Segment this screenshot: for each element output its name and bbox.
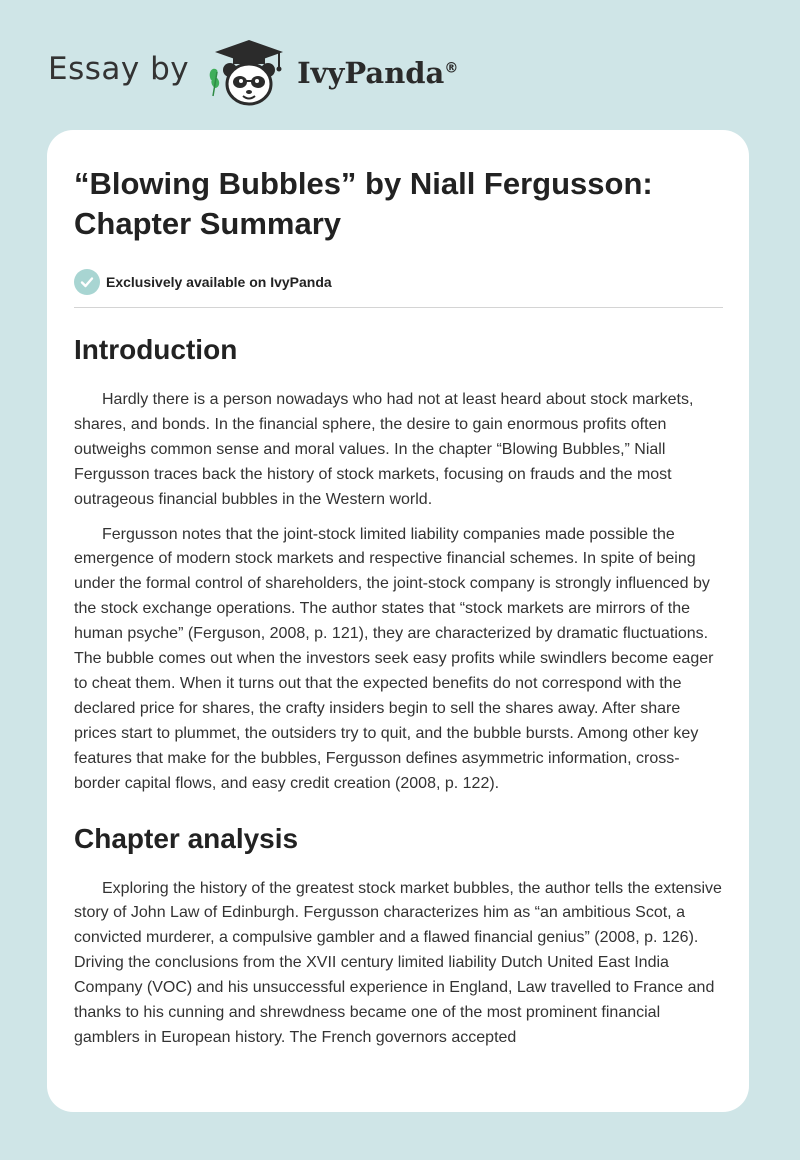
- brand-registered-mark: ®: [444, 60, 459, 77]
- check-icon: [74, 269, 100, 295]
- section-heading-introduction: Introduction: [74, 334, 238, 365]
- exclusive-badge: [74, 269, 723, 295]
- article-card: [47, 130, 749, 1112]
- exclusive-label: Exclusively available on IvyPanda: [106, 274, 332, 290]
- brand-header[interactable]: [48, 36, 458, 108]
- page-title: “Blowing Bubbles” by Niall Fergusson: Chapter Summary: [74, 166, 653, 241]
- section-heading-chapter-analysis: Chapter analysis: [74, 822, 299, 854]
- panda-logo-icon: [203, 36, 295, 108]
- paragraph: Hardly there is a person nowadays who had not at least heard about stock markets, shares, and bonds. In the financial sphere, the desire to gain enormous profits often outweighs common sense and moral values. In the chapter “Blowing Bubbles,” Niall Fergusson traces back the history of stock markets, focusing on frauds and the most outrageous financial bubbles in the Western world.: [74, 391, 694, 508]
- brand-name-text: IvyPanda: [297, 56, 445, 90]
- brand-name: [297, 56, 458, 90]
- paragraph: Exploring the history of the greatest stock market bubbles, the author tells the extensive story of John Law of Edinburgh. Fergusson characterizes him as “an ambitious Scot, a convicted murderer, a compulsive gambler and a flawed financial genius” (2008, p. 126). Driving the conclusions from the XVII century limited liability Dutch United East India Company (VOC) and his unsuccessful experience in England, Law travelled to France and thanks to his cunning and shrewdness became one of the most prominent financial gamblers in European history. The French governors accepted: [74, 879, 722, 1046]
- divider: [74, 307, 723, 308]
- paragraph: Fergusson notes that the joint-stock limited liability companies made possible the emergence of modern stock markets and respective financial schemes. In spite of being under the formal control of shareholders, the joint-stock company is strongly influenced by the stock exchange operations. The author states that “stock markets are mirrors of the human psyche” (Ferguson, 2008, p. 121), they are characterized by dramatic fluctuations. The bubble comes out when the investors seek easy profits while swindlers become eager to cheat them. When it turns out that the expected benefits do not correspond with the declared price for shares, the crafty insiders begin to sell the shares away. After share prices start to plummet, the outsiders try to quit, and the bubble bursts. Among other key features that make for the bubbles, Fergusson defines asymmetric information, cross-border capital flows, and easy credit creation (2008, p. 122).: [74, 525, 714, 792]
- brand-prefix: Essay by: [48, 51, 190, 87]
